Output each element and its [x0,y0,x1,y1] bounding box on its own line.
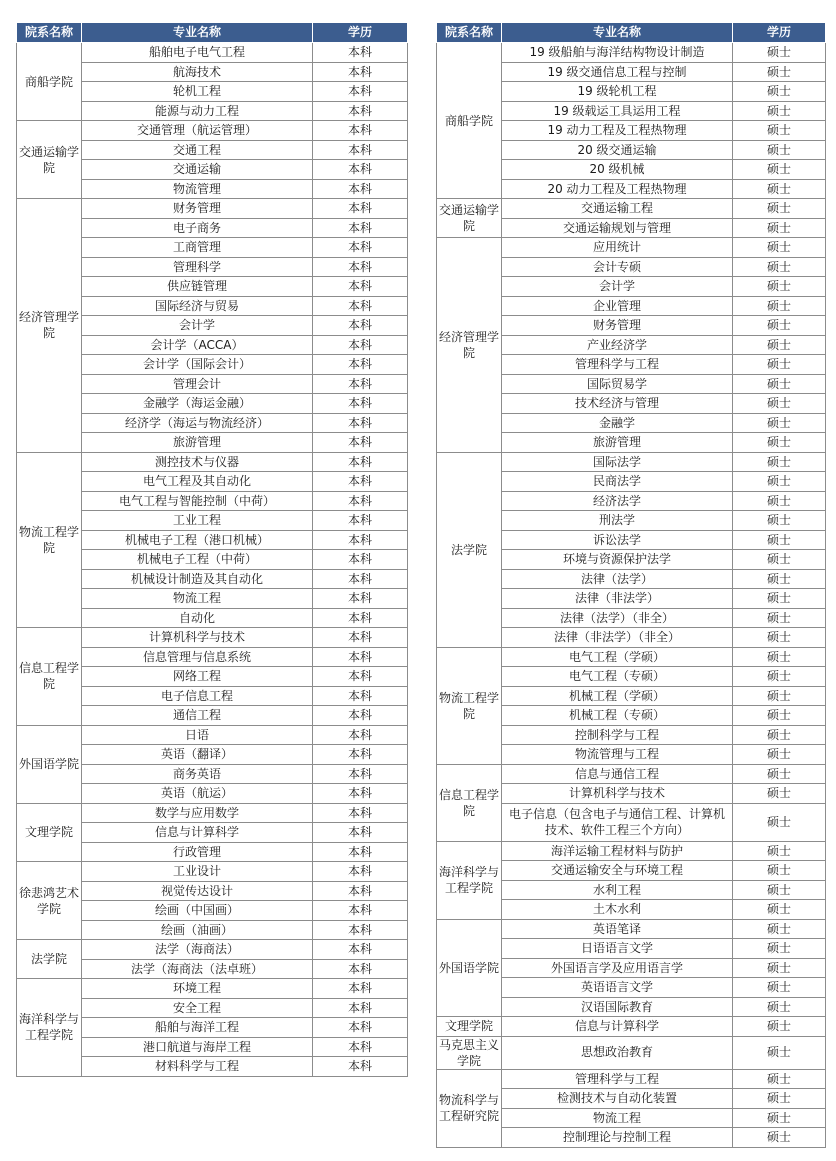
major-name: 机械工程（学硕） [502,686,733,706]
dept-name: 法学院 [437,452,502,647]
table-row [437,43,826,63]
major-name: 工商管理 [82,238,313,258]
degree-level: 硕士 [733,530,826,550]
major-name: 环境工程 [82,979,313,999]
major-name: 工业设计 [82,862,313,882]
major-name: 材料科学与工程 [82,1057,313,1077]
major-name: 刑法学 [502,511,733,531]
degree-level: 硕士 [733,218,826,238]
major-name: 物流工程 [82,589,313,609]
major-name: 19 级船舶与海洋结构物设计制造 [502,43,733,63]
degree-level: 本科 [313,355,408,375]
dept-name: 商船学院 [17,43,82,121]
degree-level: 硕士 [733,1128,826,1148]
dept-name: 文理学院 [17,803,82,862]
major-name: 管理科学与工程 [502,1069,733,1089]
dept-name: 徐悲鸿艺术学院 [17,862,82,940]
degree-level: 本科 [313,686,408,706]
table-row [437,1036,826,1069]
degree-level: 本科 [313,706,408,726]
dept-name: 交通运输学院 [17,121,82,199]
degree-level: 硕士 [733,647,826,667]
major-name: 电气工程（学硕） [502,647,733,667]
degree-level: 硕士 [733,628,826,648]
degree-level: 本科 [313,160,408,180]
major-name: 旅游管理 [82,433,313,453]
degree-level: 本科 [313,979,408,999]
major-name: 通信工程 [82,706,313,726]
major-name: 行政管理 [82,842,313,862]
degree-level: 硕士 [733,745,826,765]
table-row [17,199,408,219]
degree-level: 硕士 [733,491,826,511]
degree-level: 硕士 [733,335,826,355]
major-name: 交通运输工程 [502,199,733,219]
degree-level: 硕士 [733,706,826,726]
dept-name: 信息工程学院 [17,628,82,726]
degree-level: 本科 [313,745,408,765]
major-name: 视觉传达设计 [82,881,313,901]
major-name: 国际贸易学 [502,374,733,394]
major-name: 日语语言文学 [502,939,733,959]
major-name: 机械电子工程（港口机械） [82,530,313,550]
degree-level: 硕士 [733,511,826,531]
major-name: 交通运输 [82,160,313,180]
major-name: 经济法学 [502,491,733,511]
degree-level: 硕士 [733,958,826,978]
degree-level: 本科 [313,589,408,609]
major-name: 计算机科学与技术 [502,784,733,804]
degree-level: 本科 [313,901,408,921]
degree-level: 硕士 [733,296,826,316]
major-name: 会计学 [502,277,733,297]
header-dept: 院系名称 [437,23,502,43]
major-name: 英语语言文学 [502,978,733,998]
major-name: 法律（非法学）（非全） [502,628,733,648]
degree-level: 本科 [313,998,408,1018]
dept-name: 海洋科学与工程学院 [437,841,502,919]
degree-level: 硕士 [733,667,826,687]
major-name: 安全工程 [82,998,313,1018]
degree-level: 本科 [313,667,408,687]
major-name: 信息与通信工程 [502,764,733,784]
major-name: 法律（法学）（非全） [502,608,733,628]
degree-level: 硕士 [733,413,826,433]
degree-level: 本科 [313,472,408,492]
major-name: 管理科学 [82,257,313,277]
degree-level: 本科 [313,784,408,804]
major-name: 电气工程及其自动化 [82,472,313,492]
table-row [437,1017,826,1037]
major-name: 电子信息（包含电子与通信工程、计算机技术、软件工程三个方向） [502,803,733,841]
degree-level: 硕士 [733,686,826,706]
major-name: 土木水利 [502,900,733,920]
degree-level: 硕士 [733,433,826,453]
degree-level: 硕士 [733,725,826,745]
major-name: 诉讼法学 [502,530,733,550]
degree-level: 本科 [313,121,408,141]
major-name: 物流管理 [82,179,313,199]
degree-level: 本科 [313,394,408,414]
degree-level: 硕士 [733,62,826,82]
major-name: 19 级轮机工程 [502,82,733,102]
dept-name: 物流科学与工程研究院 [437,1069,502,1147]
major-name: 19 级载运工具运用工程 [502,101,733,121]
major-name: 机械工程（专硕） [502,706,733,726]
degree-level: 本科 [313,452,408,472]
major-name: 物流工程 [502,1108,733,1128]
dept-name: 法学院 [17,940,82,979]
degree-level: 本科 [313,257,408,277]
major-name: 会计学（国际会计） [82,355,313,375]
degree-level: 本科 [313,238,408,258]
major-name: 数学与应用数学 [82,803,313,823]
major-name: 船舶电子电气工程 [82,43,313,63]
degree-level: 硕士 [733,257,826,277]
major-name: 网络工程 [82,667,313,687]
major-name: 技术经济与管理 [502,394,733,414]
major-name: 法学（海商法） [82,940,313,960]
major-name: 旅游管理 [502,433,733,453]
degree-level: 硕士 [733,1017,826,1037]
degree-level: 硕士 [733,277,826,297]
major-name: 法学（海商法（法卓班） [82,959,313,979]
header-row [437,23,826,43]
degree-level: 本科 [313,764,408,784]
degree-level: 硕士 [733,784,826,804]
dept-name: 物流工程学院 [17,452,82,628]
major-name: 港口航道与海岸工程 [82,1037,313,1057]
degree-level: 硕士 [733,569,826,589]
table-row [437,199,826,219]
degree-level: 硕士 [733,803,826,841]
degree-level: 本科 [313,491,408,511]
dept-name: 经济管理学院 [17,199,82,453]
degree-level: 硕士 [733,121,826,141]
degree-level: 硕士 [733,199,826,219]
degree-level: 硕士 [733,1089,826,1109]
major-name: 工业工程 [82,511,313,531]
table-row [437,1069,826,1089]
dept-name: 海洋科学与工程学院 [17,979,82,1077]
undergraduate-table [16,22,408,1077]
table-row [437,647,826,667]
major-name: 交通运输安全与环境工程 [502,861,733,881]
table-row [437,841,826,861]
table-row [17,628,408,648]
major-name: 财务管理 [82,199,313,219]
major-name: 绘画（中国画） [82,901,313,921]
degree-level: 本科 [313,62,408,82]
major-name: 应用统计 [502,238,733,258]
degree-level: 硕士 [733,861,826,881]
major-name: 企业管理 [502,296,733,316]
degree-level: 本科 [313,725,408,745]
degree-level: 本科 [313,140,408,160]
dept-name: 交通运输学院 [437,199,502,238]
major-name: 水利工程 [502,880,733,900]
degree-level: 硕士 [733,1036,826,1069]
major-name: 测控技术与仪器 [82,452,313,472]
degree-level: 本科 [313,881,408,901]
degree-level: 本科 [313,296,408,316]
dept-name: 文理学院 [437,1017,502,1037]
degree-level: 硕士 [733,997,826,1017]
header-degree: 学历 [313,23,408,43]
degree-level: 硕士 [733,880,826,900]
degree-level: 本科 [313,920,408,940]
table-row [17,979,408,999]
major-name: 法律（法学） [502,569,733,589]
major-name: 国际法学 [502,452,733,472]
degree-level: 本科 [313,1037,408,1057]
degree-level: 本科 [313,199,408,219]
degree-level: 本科 [313,647,408,667]
degree-level: 硕士 [733,355,826,375]
degree-level: 硕士 [733,1108,826,1128]
degree-level: 硕士 [733,452,826,472]
major-name: 机械设计制造及其自动化 [82,569,313,589]
table-row [437,238,826,258]
degree-level: 硕士 [733,140,826,160]
major-name: 机械电子工程（中荷） [82,550,313,570]
degree-level: 硕士 [733,160,826,180]
major-name: 英语（翻译） [82,745,313,765]
major-name: 英语笔译 [502,919,733,939]
dept-name: 信息工程学院 [437,764,502,841]
major-name: 控制理论与控制工程 [502,1128,733,1148]
degree-level: 本科 [313,43,408,63]
degree-level: 硕士 [733,179,826,199]
major-name: 汉语国际教育 [502,997,733,1017]
table-row [17,725,408,745]
degree-level: 本科 [313,823,408,843]
table-row [437,919,826,939]
table-row [17,940,408,960]
degree-level: 本科 [313,530,408,550]
major-name: 电子商务 [82,218,313,238]
degree-level: 本科 [313,277,408,297]
major-name: 信息与计算科学 [82,823,313,843]
degree-level: 硕士 [733,394,826,414]
dept-name: 外国语学院 [17,725,82,803]
degree-level: 本科 [313,1018,408,1038]
degree-level: 本科 [313,608,408,628]
major-name: 船舶与海洋工程 [82,1018,313,1038]
degree-level: 本科 [313,628,408,648]
degree-level: 硕士 [733,101,826,121]
dept-name: 经济管理学院 [437,238,502,453]
major-name: 航海技术 [82,62,313,82]
major-name: 20 动力工程及工程热物理 [502,179,733,199]
table-row [437,764,826,784]
degree-level: 硕士 [733,919,826,939]
degree-level: 硕士 [733,374,826,394]
major-name: 19 动力工程及工程热物理 [502,121,733,141]
degree-level: 本科 [313,316,408,336]
major-name: 会计专硕 [502,257,733,277]
major-name: 产业经济学 [502,335,733,355]
header-degree: 学历 [733,23,826,43]
major-name: 管理会计 [82,374,313,394]
major-name: 日语 [82,725,313,745]
degree-level: 本科 [313,101,408,121]
major-name: 金融学（海运金融） [82,394,313,414]
degree-level: 本科 [313,959,408,979]
degree-level: 硕士 [733,589,826,609]
major-name: 会计学（ACCA） [82,335,313,355]
degree-level: 硕士 [733,900,826,920]
major-name: 信息与计算科学 [502,1017,733,1037]
major-name: 金融学 [502,413,733,433]
table-row [17,803,408,823]
major-name: 计算机科学与技术 [82,628,313,648]
major-name: 外国语言学及应用语言学 [502,958,733,978]
major-name: 信息管理与信息系统 [82,647,313,667]
major-name: 英语（航运） [82,784,313,804]
major-name: 控制科学与工程 [502,725,733,745]
header-major: 专业名称 [82,23,313,43]
degree-level: 硕士 [733,978,826,998]
major-name: 绘画（油画） [82,920,313,940]
header-major: 专业名称 [502,23,733,43]
major-name: 物流管理与工程 [502,745,733,765]
major-name: 交通运输规划与管理 [502,218,733,238]
degree-level: 硕士 [733,939,826,959]
degree-level: 本科 [313,335,408,355]
major-name: 国际经济与贸易 [82,296,313,316]
degree-level: 硕士 [733,1069,826,1089]
degree-level: 本科 [313,82,408,102]
major-name: 20 级机械 [502,160,733,180]
degree-level: 硕士 [733,238,826,258]
dept-name: 商船学院 [437,43,502,199]
major-name: 电子信息工程 [82,686,313,706]
degree-level: 本科 [313,374,408,394]
degree-level: 本科 [313,179,408,199]
degree-level: 硕士 [733,764,826,784]
degree-level: 硕士 [733,43,826,63]
header-row [17,23,408,43]
graduate-table [436,22,826,1148]
major-name: 民商法学 [502,472,733,492]
major-name: 19 级交通信息工程与控制 [502,62,733,82]
degree-level: 本科 [313,511,408,531]
major-name: 财务管理 [502,316,733,336]
major-name: 20 级交通运输 [502,140,733,160]
table-row [437,452,826,472]
major-name: 自动化 [82,608,313,628]
major-name: 供应链管理 [82,277,313,297]
degree-level: 硕士 [733,82,826,102]
major-name: 思想政治教育 [502,1036,733,1069]
dept-name: 外国语学院 [437,919,502,1017]
header-dept: 院系名称 [17,23,82,43]
degree-level: 硕士 [733,608,826,628]
major-name: 交通工程 [82,140,313,160]
table-row [17,121,408,141]
major-name: 电气工程（专硕） [502,667,733,687]
degree-level: 本科 [313,940,408,960]
dept-name: 物流工程学院 [437,647,502,764]
degree-level: 硕士 [733,550,826,570]
major-name: 交通管理（航运管理） [82,121,313,141]
degree-level: 本科 [313,433,408,453]
table-row [17,452,408,472]
degree-level: 本科 [313,803,408,823]
major-name: 电气工程与智能控制（中荷） [82,491,313,511]
major-name: 环境与资源保护法学 [502,550,733,570]
degree-level: 本科 [313,413,408,433]
major-name: 经济学（海运与物流经济） [82,413,313,433]
degree-level: 硕士 [733,841,826,861]
major-name: 海洋运输工程材料与防护 [502,841,733,861]
dept-name: 马克思主义学院 [437,1036,502,1069]
table-row [17,862,408,882]
degree-level: 本科 [313,569,408,589]
major-name: 轮机工程 [82,82,313,102]
major-name: 会计学 [82,316,313,336]
degree-level: 硕士 [733,472,826,492]
degree-level: 本科 [313,218,408,238]
major-name: 检测技术与自动化装置 [502,1089,733,1109]
major-name: 商务英语 [82,764,313,784]
table-row [17,43,408,63]
degree-level: 本科 [313,1057,408,1077]
degree-level: 本科 [313,842,408,862]
degree-level: 本科 [313,862,408,882]
degree-level: 本科 [313,550,408,570]
degree-level: 硕士 [733,316,826,336]
major-name: 法律（非法学） [502,589,733,609]
major-name: 能源与动力工程 [82,101,313,121]
major-name: 管理科学与工程 [502,355,733,375]
